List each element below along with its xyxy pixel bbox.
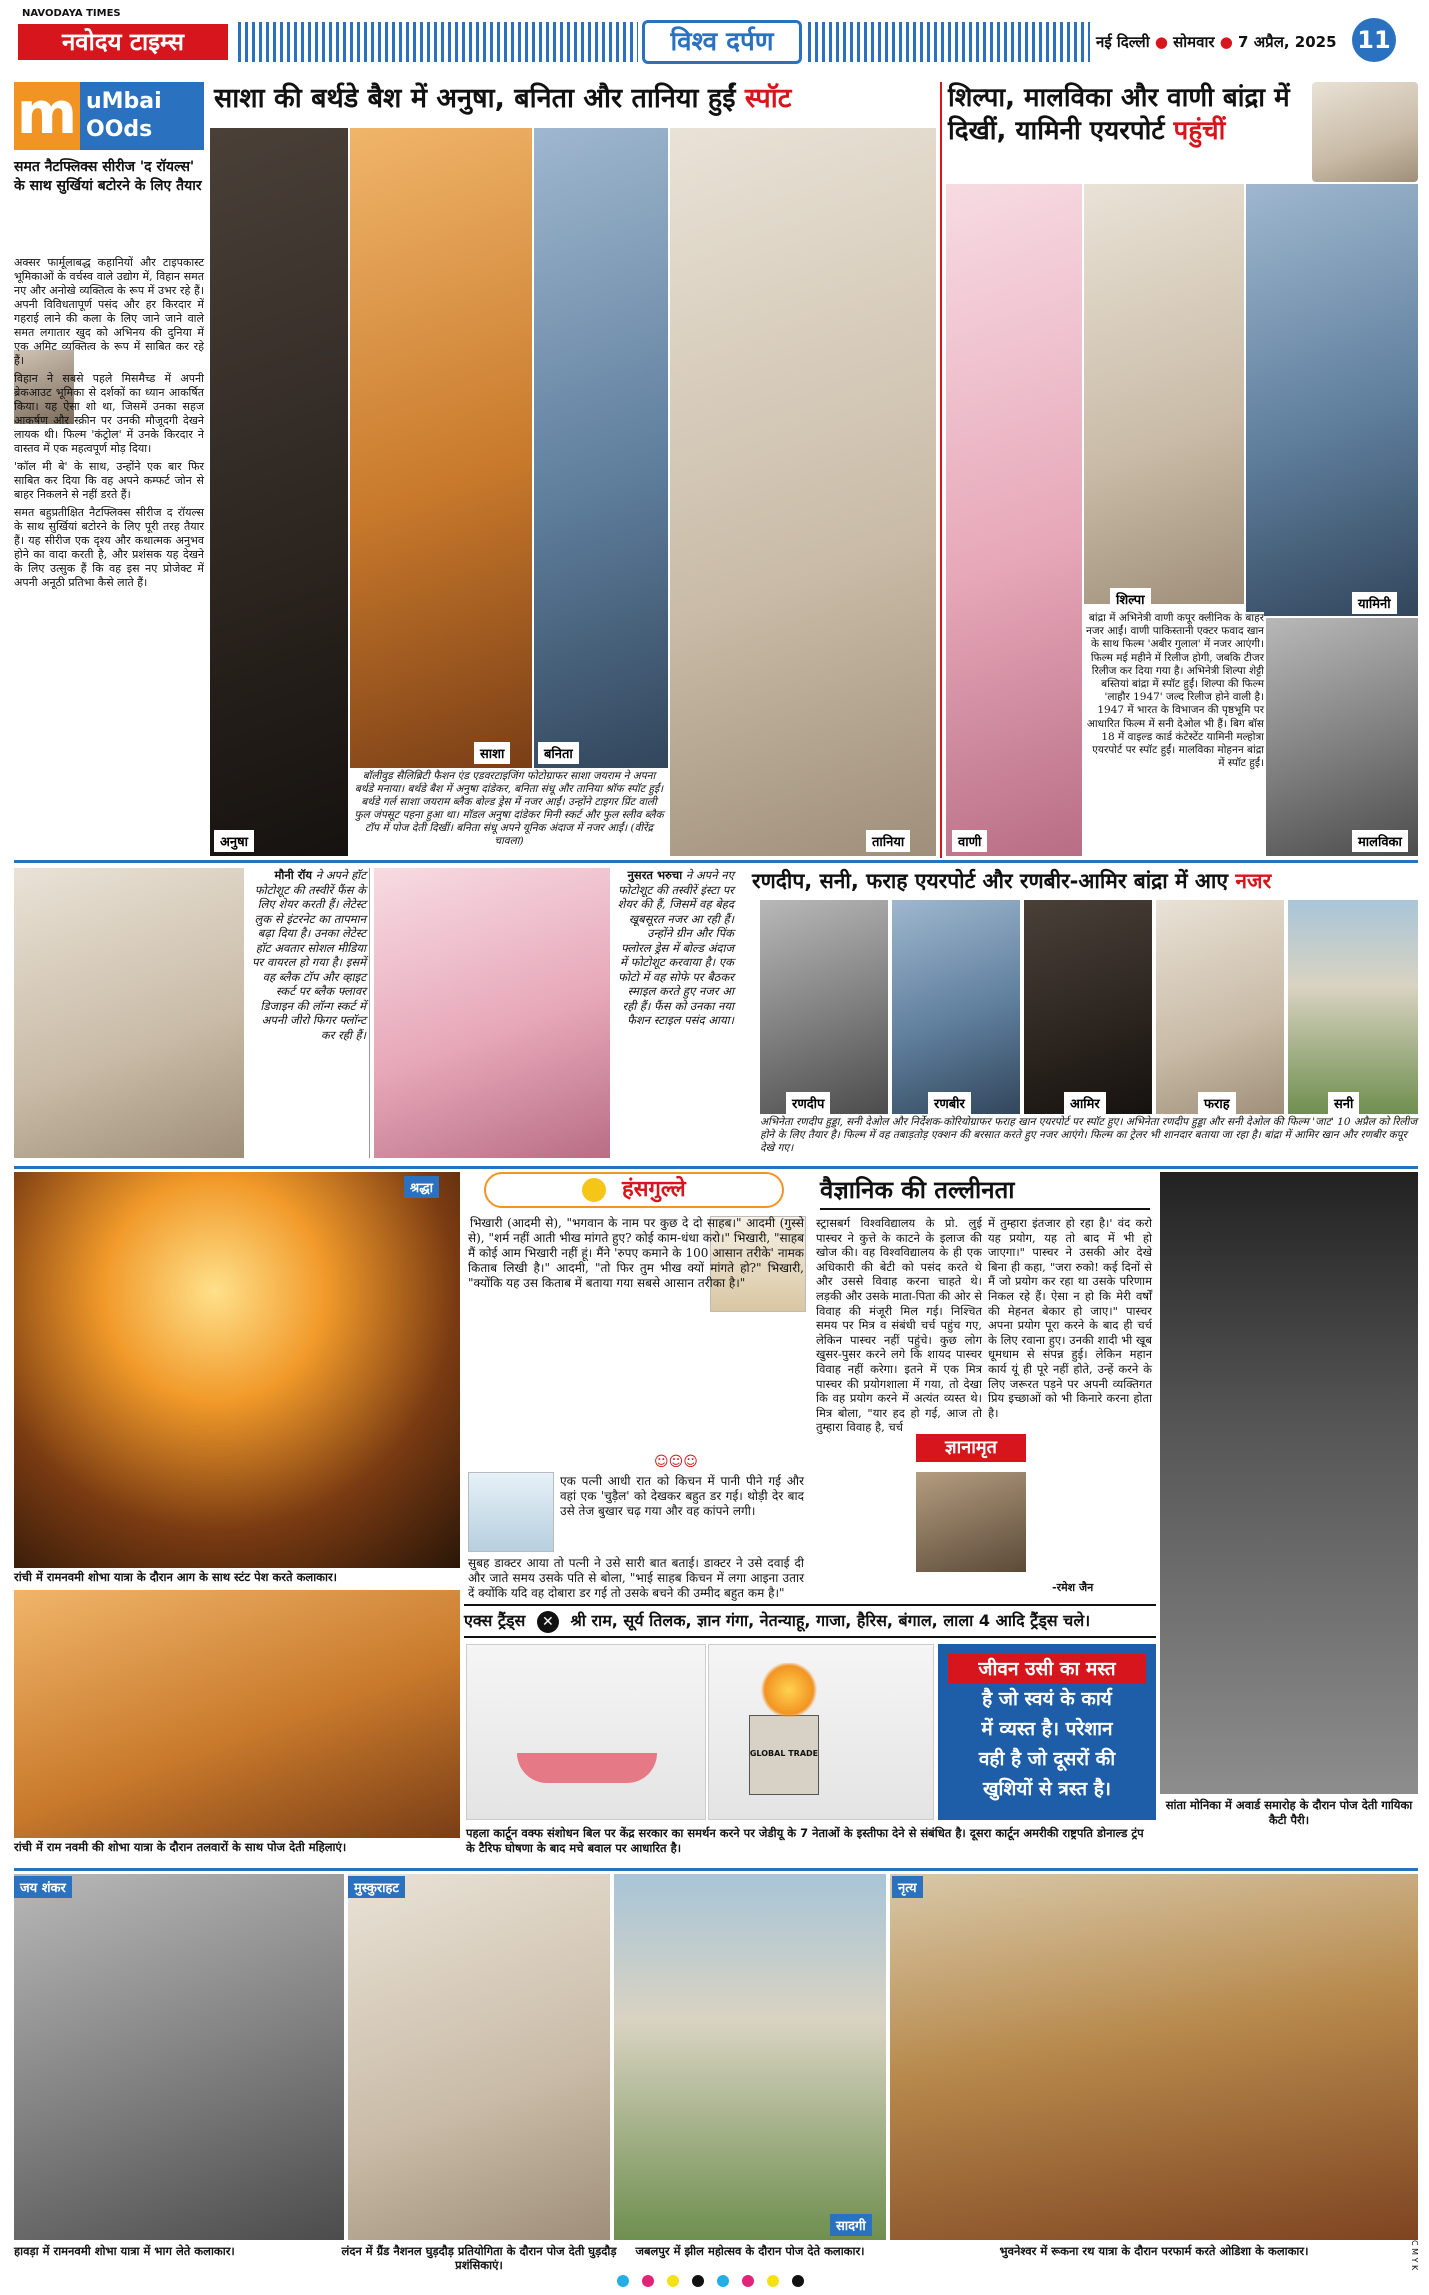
registration-dot-magenta-2 — [742, 2275, 754, 2287]
label-farah: फराह — [1198, 1092, 1236, 1114]
farah-photo — [1156, 900, 1284, 1114]
yamini-photo — [1246, 184, 1418, 616]
mouni-photo — [14, 868, 244, 1158]
nritya-tag: नृत्य — [892, 1876, 923, 1898]
mouni-name: मौनी रॉय — [274, 868, 313, 882]
mumbai-para-3: 'कॉल मी बे' के साथ, उन्होंने एक बार फिर साबित कर दिया कि वह अपने कम्फर्ट जोन से बाहर निकलने से नहीं डरते हैं। — [14, 460, 204, 501]
dateline-sep-2: ● — [1219, 33, 1239, 51]
jokes-block — [464, 1172, 808, 1602]
vaani-photo — [946, 184, 1082, 856]
mumbai-logo-line1: uMbai — [86, 89, 162, 114]
sunny-photo — [1288, 900, 1418, 1114]
randeep-headline-text: रणदीप, सनी, फराह एयरपोर्ट और रणबीर-आमिर बांद्रा में आए — [752, 869, 1229, 893]
quote-line-1: जीवन उसी का मस्त — [948, 1654, 1146, 1684]
mumbai-para-2: विहान ने सबसे पहले मिसमैच्ड में अपनी ब्रेकआउट भूमिका से दर्शकों का ध्यान आकर्षित किया। यह ऐसा शो था, जिसमें उनका सहज आकर्षण और स्क्रीन पर उनकी मौजूदगी देखने लायक थी। फिल्म 'कंट्रोल' में उनके किरदार ने वास्तव में एक महत्वपूर्ण मोड़ दिया। — [14, 372, 204, 455]
saadgi-photo — [614, 1874, 886, 2240]
sasha-headline-accent: स्पॉट — [744, 83, 792, 114]
shraddha-photo — [14, 1172, 460, 1568]
section-rule-2 — [14, 1166, 1418, 1169]
mumbai-article-body — [14, 256, 204, 590]
scientist-col-1: स्ट्रासबर्ग विश्वविद्यालय के प्रो. लुई पास्चर ने कुत्ते के काटने के इलाज की खोज की। वह विश्वविद्यालय के ही एक अधिकारी की बेटी को पसंद करते थे और उससे विवाह करना चाहते थे। लड़की और उसके माता-पिता की ओर से विवाह की मंजूरी मिल गई। निश्चित समय पर मित्र व संबंधी चर्च पहुंच गए, लेकिन पास्चर नहीं पहुंचे। कुछ लोग खुसर-पुसर करने लगे कि शायद पास्चर विवाह नहीं करेगा। इतने में एक मित्र पास्चर की प्रयोगशाला में गया, तो देखा कि वह प्रयोग करने में अत्यंत व्यस्त थे। मित्र बोला, "यार हद हो गई, आज तो तुम्हारा विवाह है, चर्च — [816, 1216, 982, 1435]
brand-small: NAVODAYA TIMES — [22, 8, 121, 19]
nritya-photo — [890, 1874, 1418, 2240]
x-logo-icon: ✕ — [537, 1611, 559, 1633]
sasha-headline-text: साशा की बर्थडे बैश में अनुषा, बनिता और तानिया हुईं — [214, 83, 736, 114]
smiley-icon — [582, 1178, 606, 1202]
sasha-photo — [350, 128, 532, 768]
nushrat-photo — [374, 868, 610, 1158]
cartoon-caption: पहला कार्टून वक्फ संशोधन बिल पर केंद्र सरकार का समर्थन करने पर जेडीयू के 7 नेताओं के इस्तीफा देने से संबंधित है। दूसरा कार्टून अमरीकी राष्ट्रपति डोनाल्ड ट्रंप के टैरिफ घोषणा के बाद मचे बवाल पर आधारित है। — [466, 1826, 1144, 1855]
dateline-city: नई दिल्ली — [1096, 33, 1150, 51]
shraddha-caption: रांची में रामनवमी शोभा यात्रा के दौरान आग के साथ स्टंट पेश करते कलाकार। — [14, 1570, 338, 1584]
scientist-col-2: में तुम्हारा इंतजार हो रहा है।' वंद करो यह प्रयोग, यह तो बाद में भी हो जाएगा।" पास्चर ने उसकी ओर देखे बिना ही कहा, "जरा रुको! कई दिनों से मैं जो प्रयोग कर रहा था उसके परिणाम निकल रहे हैं। ऐसा न हो कि मेरी वर्षों की मेहनत बेकार हो जाए।" पास्चर अपना प्रयोग पूरा करने के बाद ही चर्च के लिए रवाना हुए। उनकी शादी भी खूब धूमधाम से संपन्न हुई। लेकिन महान कार्य यूं ही पूरे नहीं होते, उन्हें करने के लिए जरूरत पड़ने पर अपनी व्यक्तिगत प्रिय इच्छाओं को भी किनारे करना होता है। — [988, 1216, 1152, 1420]
ranbir-photo — [892, 900, 1020, 1114]
dateline-date: 7 अप्रैल, 2025 — [1238, 33, 1337, 51]
trends-items: श्री राम, सूर्य तिलक, ज्ञान गंगा, नेतन्याहू, गाजा, हैरिस, बंगाल, लाला 4 आदि ट्रैंड्स चले। — [570, 1611, 1091, 1630]
shilpa-headline-text: शिल्पा, मालविका और वाणी बांद्रा में दिखीं, यामिनी एयरपोर्ट — [948, 83, 1290, 146]
jokes-title — [484, 1172, 784, 1208]
label-vaani: वाणी — [952, 830, 987, 852]
mouni-block — [14, 868, 370, 1158]
banita-photo — [534, 128, 668, 768]
joke-2: एक पत्नी आधी रात को किचन में पानी पीने गई और वहां एक 'चुड़ैल' को देखकर बहुत डर गई। थोड़ी देर बाद उसे तेज बुखार चढ़ गया और वह कांपने लगी। — [560, 1474, 804, 1518]
katy-caption: सांता मोनिका में अवार्ड समारोह के दौरान पोज देती गायिका कैटी पैरी। — [1165, 1798, 1413, 1827]
masthead — [0, 0, 1429, 72]
page-number: 11 — [1352, 18, 1396, 62]
mouni-text — [248, 868, 366, 1042]
nushrat-text — [614, 868, 734, 1028]
mumbai-oods-column — [14, 79, 204, 860]
label-banita: बनिता — [538, 742, 579, 764]
nritya-caption: भुवनेश्वर में रूकना रथ यात्रा के दौरान परफार्म करते ओडिशा के कलाकार। — [999, 2244, 1309, 2258]
saadgi-caption: जबलपुर में झील महोत्सव के दौरान पोज देते कलाकार। — [635, 2244, 865, 2258]
boat-drawing — [517, 1753, 657, 1783]
registration-dot-cyan — [617, 2275, 629, 2287]
randeep-headline — [752, 866, 1418, 896]
label-malvika: मालविका — [1352, 830, 1408, 852]
registration-dot-yellow-2 — [767, 2275, 779, 2287]
tania-photo — [670, 128, 936, 856]
registration-dot-yellow — [667, 2275, 679, 2287]
registration-dot-cyan-2 — [717, 2275, 729, 2287]
scientist-tag: ज्ञानामृत — [916, 1434, 1026, 1462]
registration-dot-magenta — [642, 2275, 654, 2287]
shraddha-tag: श्रद्धा — [404, 1176, 439, 1198]
shilpa-photo — [1084, 184, 1244, 604]
dateline-sep-1: ● — [1154, 33, 1174, 51]
randeep-caption: अभिनेता रणदीप हुड्डा, सनी देओल और निर्देशक-कोरियोग्राफर फराह खान एयरपोर्ट पर स्पॉट हुए। अभिनेता रणदीप हुड्डा और सनी देओल की फिल्म 'जाट' 10 अप्रैल को रिलीज होने के लिए तैयार है। फिल्म में वह तबाड़तोड़ एक्शन की बरसात करते हुए नजर आएंगे। फिल्म का ट्रेलर भी शानदार बताया जा रहा है। बांद्रा में आमिर खान और रणबीर कपूर देखे गए। — [760, 1116, 1418, 1154]
malvika-photo — [1266, 618, 1418, 856]
mumbai-logo-m: m — [14, 82, 80, 150]
jaishankar-tag: जय शंकर — [14, 1876, 72, 1898]
joke-smiles: ☺☺☺ — [654, 1454, 698, 1470]
dateline-day: सोमवार — [1173, 33, 1215, 51]
muskurahat-photo — [348, 1874, 610, 2240]
shilpa-caption: बांद्रा में अभिनेत्री वाणी कपूर क्लीनिक के बाहर नजर आईं। वाणी पाकिस्तानी एक्टर फवाद खान के साथ फिल्म 'अबीर गुलाल' में नजर आएंगी। फिल्म मई महीने में रिलीज होगी, जबकि टीजर रिलीज कर दिया गया है। अभिनेत्री शिल्पा शेट्टी बस्तियां बांद्रा में स्पॉट हुईं। शिल्पा की फिल्म 'लाहौर 1947' जल्द रिलीज होने वाली है। 1947 में भारत के विभाजन की पृष्ठभूमि पर आधारित फिल्म में सनी देओल भी हैं। बिग बॉस 18 में वाइल्ड कार्ड कंटेस्टेंट यामिनी मल्होत्रा एयरपोर्ट पर स्पॉट हुईं। मालविका मोहनन बांद्रा में स्पॉट हुईं। — [1086, 612, 1264, 770]
label-shilpa: शिल्पा — [1110, 588, 1151, 610]
yamini-face-photo — [1312, 82, 1418, 182]
mumbai-para-1: अक्सर फार्मूलाबद्ध कहानियों और टाइपकास्ट भूमिकाओं के वर्चस्व वाले उद्योग में, विहान समत नए और अनोखे व्यक्तित्व के रूप में उभर रहे हैं। अपनी विविधतापूर्ण पसंद और हर किरदार में गहराई लाने की कला के लिए जाने जाने वाले समत लगातार खुद को अभिनय की दुनिया में एक अमिट व्यक्तित्व के रूप में साबित कर रहे हैं। — [14, 256, 204, 367]
shilpa-headline-accent: पहुंचीं — [1173, 116, 1226, 146]
quote-line-4: वही है जो दूसरों की — [978, 1748, 1116, 1770]
masthead-right-stripes — [808, 22, 1090, 62]
label-sunny: सनी — [1328, 1092, 1359, 1114]
aamir-photo — [1024, 900, 1152, 1114]
jokes-title-text: हंसगुल्ले — [621, 1177, 686, 1202]
mumbai-para-4: समत बहुप्रतीक्षित नैटफ्लिक्स सीरीज द रॉयल्स के साथ सुर्खियां बटोरने के लिए पूरी तरह तैयार हैं। यह सीरीज एक दृश्य और कथात्मक अनुभव होने का वादा करती है, और प्रशंसक यह देखने के लिए उत्सुक हैं कि वह इस नए प्रोजेक्ट में अपनी अनूठी प्रतिभा कैसे लाते हैं। — [14, 506, 204, 589]
shilpa-divider — [940, 82, 942, 858]
quote-box — [938, 1644, 1156, 1820]
sasha-headline — [214, 82, 936, 116]
pasteur-portrait — [916, 1472, 1026, 1572]
mouni-description: ने अपने हॉट फोटोशूट की तस्वीरें फैंस के लिए शेयर करती हैं। लेटेस्ट लुक से इंटरनेट का तापमान बढ़ा दिया है। उनका लेटेस्ट हॉट अवतार सोशल मीडिया पर वायरल हो गया है। इसमें वह ब्लैक टॉप और व्हाइट स्कर्ट पर ब्लैक फ्लावर डिजाइन की लॉन्ग स्कर्ट में अपनी जीरो फिगर फ्लॉन्ट कर रही हैं। — [251, 868, 366, 1042]
nushrat-block — [374, 868, 736, 1158]
shilpa-headline — [948, 82, 1308, 148]
katy-photo — [1160, 1172, 1418, 1794]
muskurahat-caption: लंदन में ग्रैंड नैशनल घुड़दौड़ प्रतियोगिता के दौरान पोज देती घुड़दौड़ प्रशंसिकाएं। — [341, 2244, 617, 2272]
section-rule-3 — [14, 1868, 1418, 1871]
global-trade-label: GLOBAL TRADE — [749, 1749, 819, 1758]
saadgi-tag: सादगी — [830, 2214, 872, 2236]
cartoon-2 — [708, 1644, 934, 1820]
mumbai-logo-text — [80, 82, 204, 150]
print-registration-marks — [0, 2272, 1429, 2292]
cartoon-1 — [466, 1644, 706, 1820]
section-title: विश्व दर्पण — [642, 20, 802, 64]
label-yamini: यामिनी — [1352, 592, 1397, 614]
joke-3: सुबह डाक्टर आया तो पत्नी ने उसे सारी बात बताई। डाक्टर ने उसे दवाई दी और जाते समय उसके पति से बोला, "भाई साहब किचन में लगा आइना उतार दें क्योंकि यदि वह दोबारा डर गई तो उसके बचने की उम्मीद बहुत कम है।" — [468, 1556, 804, 1600]
dateline — [1096, 32, 1337, 52]
fire-drawing — [759, 1663, 819, 1717]
ghost-cartoon — [468, 1472, 554, 1552]
label-anusha: अनुषा — [214, 830, 254, 852]
joke-1: भिखारी (आदमी से), "भगवान के नाम पर कुछ दे दो साहब।" आदमी (गुस्से से), "शर्म नहीं आती भीख मांगते हुए? कोई काम-धंधा करो।" भिखारी, "साहब मैं कोई आम भिखारी नहीं हूं। मैंने 'रुपए कमाने के 100 आसान तरीके' नामक किताब लिखी है।" आदमी, "तो फिर तुम भीख क्यों मांगते हो?" भिखारी, "क्योंकि यह उस किताब में बताया गया सबसे आसान तरीका है।" — [468, 1216, 804, 1290]
randeep-headline-accent: नजर — [1235, 869, 1272, 893]
sasha-caption: बॉलीवुड सैलिब्रिटी फैशन एंड एडवरटाइजिंग फोटोग्राफर साशा जयराम ने अपना बर्थडे मनाया। बर्थडे बैश में अनुषा दांडेकर, बनिता संधू और तानिया श्रॉफ स्पॉट हुईं। बर्थडे गर्ल साशा जयराम ब्लैक बोल्ड ड्रेस में नजर आईं। उन्होंने टाइगर प्रिंट वाली फुल जंपसूट पहना हुआ था। मॉडल अनुषा दांडेकर मिनी स्कर्ट और फुल स्लीव ब्लैक टॉप में पोज देती दिखीं। बनिता संधू अपने यूनिक अंदाज में नजर आईं। (वीरेंद्र चावला) — [352, 770, 666, 848]
quote-line-3: में व्यस्त है। परेशान — [981, 1718, 1113, 1740]
label-aamir: आमिर — [1064, 1092, 1106, 1114]
nushrat-name: नुसरत भरुचा — [627, 868, 683, 882]
masthead-left-stripes — [238, 22, 638, 62]
nushrat-description: ने अपने नए फोटोशूट की तस्वीरें इंस्टा पर शेयर की हैं, जिसमें वह बेहद खूबसूरत नजर आ रही हैं। उन्होंने ग्रीन और पिंक फ्लोरल ड्रेस में बोल्ड अंदाज में फोटोशूट करवाया है। एक फोटो में वह सोफे पर बैठकर स्माइल करते हुए नजर आ रही हैं। फैंस को उनका नया फैशन स्टाइल पसंद आया। — [617, 868, 734, 1027]
ranchi-swords-caption: रांची में राम नवमी की शोभा यात्रा के दौरान तलवारों के साथ पोज देती महिलाएं। — [14, 1840, 347, 1854]
scientist-title: वैज्ञानिक की तल्लीनता — [820, 1172, 1150, 1210]
registration-dot-black-2 — [792, 2275, 804, 2287]
trends-label: एक्स ट्रैंड्स — [464, 1611, 526, 1630]
label-randeep: रणदीप — [786, 1092, 830, 1114]
ranchi-swords-photo — [14, 1590, 460, 1838]
label-tania: तानिया — [866, 830, 910, 852]
scientist-block — [812, 1172, 1156, 1602]
trends-bar — [464, 1604, 1156, 1638]
section-rule-1 — [14, 860, 1418, 863]
brand-logo: नवोदय टाइम्स — [18, 24, 228, 60]
registration-dot-black — [692, 2275, 704, 2287]
label-ranbir: रणबीर — [928, 1092, 971, 1114]
label-sasha: साशा — [474, 742, 510, 764]
anusha-photo — [210, 128, 348, 856]
quote-line-2: है जो स्वयं के कार्य — [982, 1688, 1112, 1710]
quote-line-5: खुशियों से त्रस्त है। — [982, 1778, 1111, 1800]
mumbai-headline: समत नैटफ्लिक्स सीरीज 'द रॉयल्स' के साथ सुर्खियां बटोरने के लिए तैयार — [14, 159, 202, 194]
mumbai-logo-line2: OOds — [86, 117, 153, 142]
jaishankar-caption: हावड़ा में रामनवमी शोभा यात्रा में भाग लेते कलाकार। — [14, 2244, 235, 2258]
jaishankar-photo — [14, 1874, 344, 2240]
cmyk-label: C M Y K — [1410, 2240, 1419, 2271]
muskurahat-tag: मुस्कुराहट — [348, 1876, 405, 1898]
scientist-author: -रमेश जैन — [1052, 1581, 1094, 1594]
randeep-photo — [760, 900, 888, 1114]
